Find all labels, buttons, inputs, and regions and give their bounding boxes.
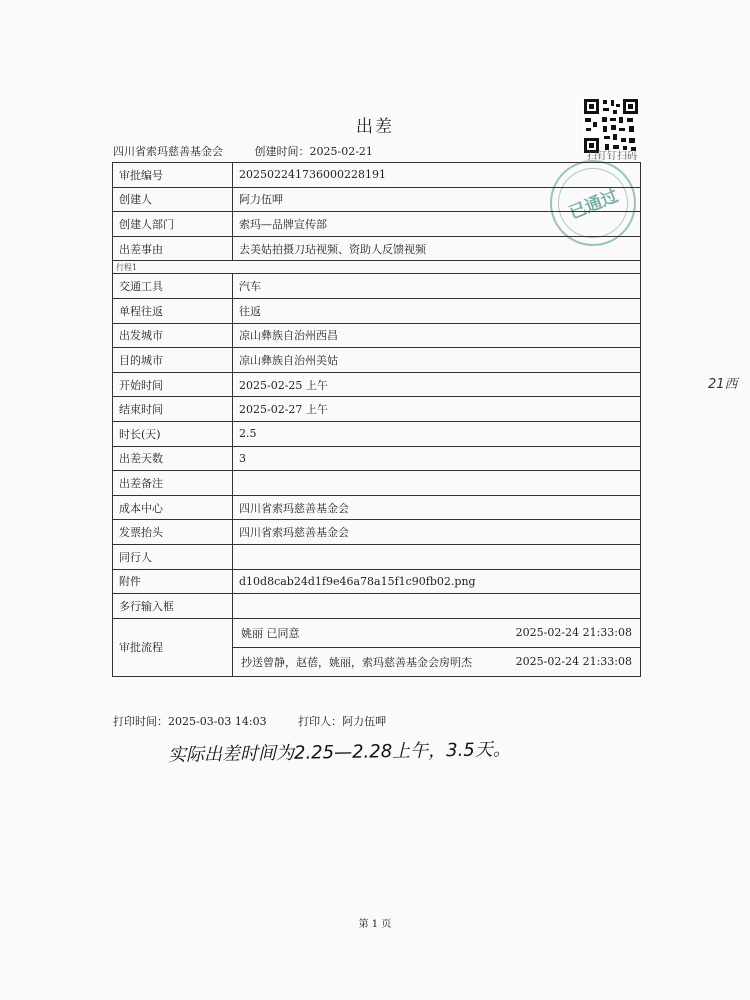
row-value: 四川省索玛慈善基金会 xyxy=(233,520,641,545)
row-value xyxy=(233,594,641,619)
row-label: 成本中心 xyxy=(113,495,233,520)
page-number: 第 1 页 xyxy=(358,919,392,930)
table-row xyxy=(113,446,641,471)
row-label: 附件 xyxy=(113,569,233,594)
row-value: 2025-02-25 上午 xyxy=(233,372,641,397)
print-time: 打印时间：2025-03-03 14:03 xyxy=(113,715,267,728)
qr-code-icon xyxy=(583,98,639,154)
table-row xyxy=(113,495,641,520)
row-label: 审批流程 xyxy=(113,618,233,676)
row-label: 审批编号 xyxy=(113,163,233,188)
row-value: 四川省索玛慈善基金会 xyxy=(233,495,641,520)
row-label: 同行人 xyxy=(113,544,233,569)
approval-step xyxy=(233,647,640,676)
print-info xyxy=(113,713,386,729)
row-value xyxy=(233,544,641,569)
margin-handwriting: 21西 xyxy=(708,377,738,392)
row-value: 202502241736000228191 xyxy=(233,163,641,188)
page-title: 出差 xyxy=(356,117,394,137)
table-row xyxy=(113,569,641,594)
table-row xyxy=(113,471,641,496)
row-label: 出差事由 xyxy=(113,236,233,261)
stamp-text: 已通过 xyxy=(566,186,622,224)
table-row xyxy=(113,421,641,446)
section-row xyxy=(113,261,641,274)
approval-step-time: 2025-02-24 21:33:08 xyxy=(515,626,632,640)
table-row xyxy=(113,163,641,188)
row-label: 创建人 xyxy=(113,187,233,212)
row-value: 汽车 xyxy=(233,274,641,299)
organization-line xyxy=(113,143,373,159)
table-row xyxy=(113,520,641,545)
approval-flow-cell xyxy=(233,618,641,676)
approval-step-time: 2025-02-24 21:33:08 xyxy=(515,655,632,669)
table-row xyxy=(113,274,641,299)
table-row xyxy=(113,372,641,397)
table-row xyxy=(113,348,641,373)
approval-form-table xyxy=(112,162,641,677)
row-value: 3 xyxy=(233,446,641,471)
table-row xyxy=(113,236,641,261)
printer-name: 打印人：阿力伍呷 xyxy=(298,715,387,728)
row-label: 发票抬头 xyxy=(113,520,233,545)
row-value: 往返 xyxy=(233,298,641,323)
approval-step xyxy=(233,619,640,647)
row-value: 凉山彝族自治州西昌 xyxy=(233,323,641,348)
row-value: 去美姑拍摄刀玷视频、资助人反馈视频 xyxy=(233,236,641,261)
section-label: 行程1 xyxy=(113,261,641,274)
table-row xyxy=(113,397,641,422)
row-label: 交通工具 xyxy=(113,274,233,299)
row-label: 出差备注 xyxy=(113,471,233,496)
row-value: 凉山彝族自治州美姑 xyxy=(233,348,641,373)
table-row xyxy=(113,323,641,348)
row-label: 时长(天) xyxy=(113,421,233,446)
table-row xyxy=(113,187,641,212)
row-value xyxy=(233,471,641,496)
approval-step-text: 姚丽 已同意 xyxy=(241,626,300,640)
table-row xyxy=(113,298,641,323)
row-label: 出差天数 xyxy=(113,446,233,471)
handwritten-note: 实际出差时间为2.25—2.28上午，3.5天。 xyxy=(167,739,511,766)
attachment-value: d10d8cab24d1f9e46a78a15f1c90fb02.png xyxy=(233,569,641,594)
table-row xyxy=(113,594,641,619)
created-time: 创建时间：2025-02-21 xyxy=(254,145,373,158)
row-label: 结束时间 xyxy=(113,397,233,422)
approval-flow-row xyxy=(113,618,641,676)
row-value: 2025-02-27 上午 xyxy=(233,397,641,422)
approval-step-text: 抄送曾静，赵蓓，姚丽，索玛慈善基金会房明杰 xyxy=(241,655,472,669)
row-value: 2.5 xyxy=(233,421,641,446)
row-value: 阿力伍呷 xyxy=(233,187,641,212)
row-label: 目的城市 xyxy=(113,348,233,373)
row-label: 开始时间 xyxy=(113,372,233,397)
table-row xyxy=(113,544,641,569)
row-label: 出发城市 xyxy=(113,323,233,348)
row-value: 索玛—品牌宣传部 xyxy=(233,212,641,237)
row-label: 单程往返 xyxy=(113,298,233,323)
row-label: 创建人部门 xyxy=(113,212,233,237)
qr-caption: 扫钉钉扫码 xyxy=(587,151,637,162)
row-label: 多行输入框 xyxy=(113,594,233,619)
organization-name: 四川省索玛慈善基金会 xyxy=(113,145,223,158)
table-row xyxy=(113,212,641,237)
